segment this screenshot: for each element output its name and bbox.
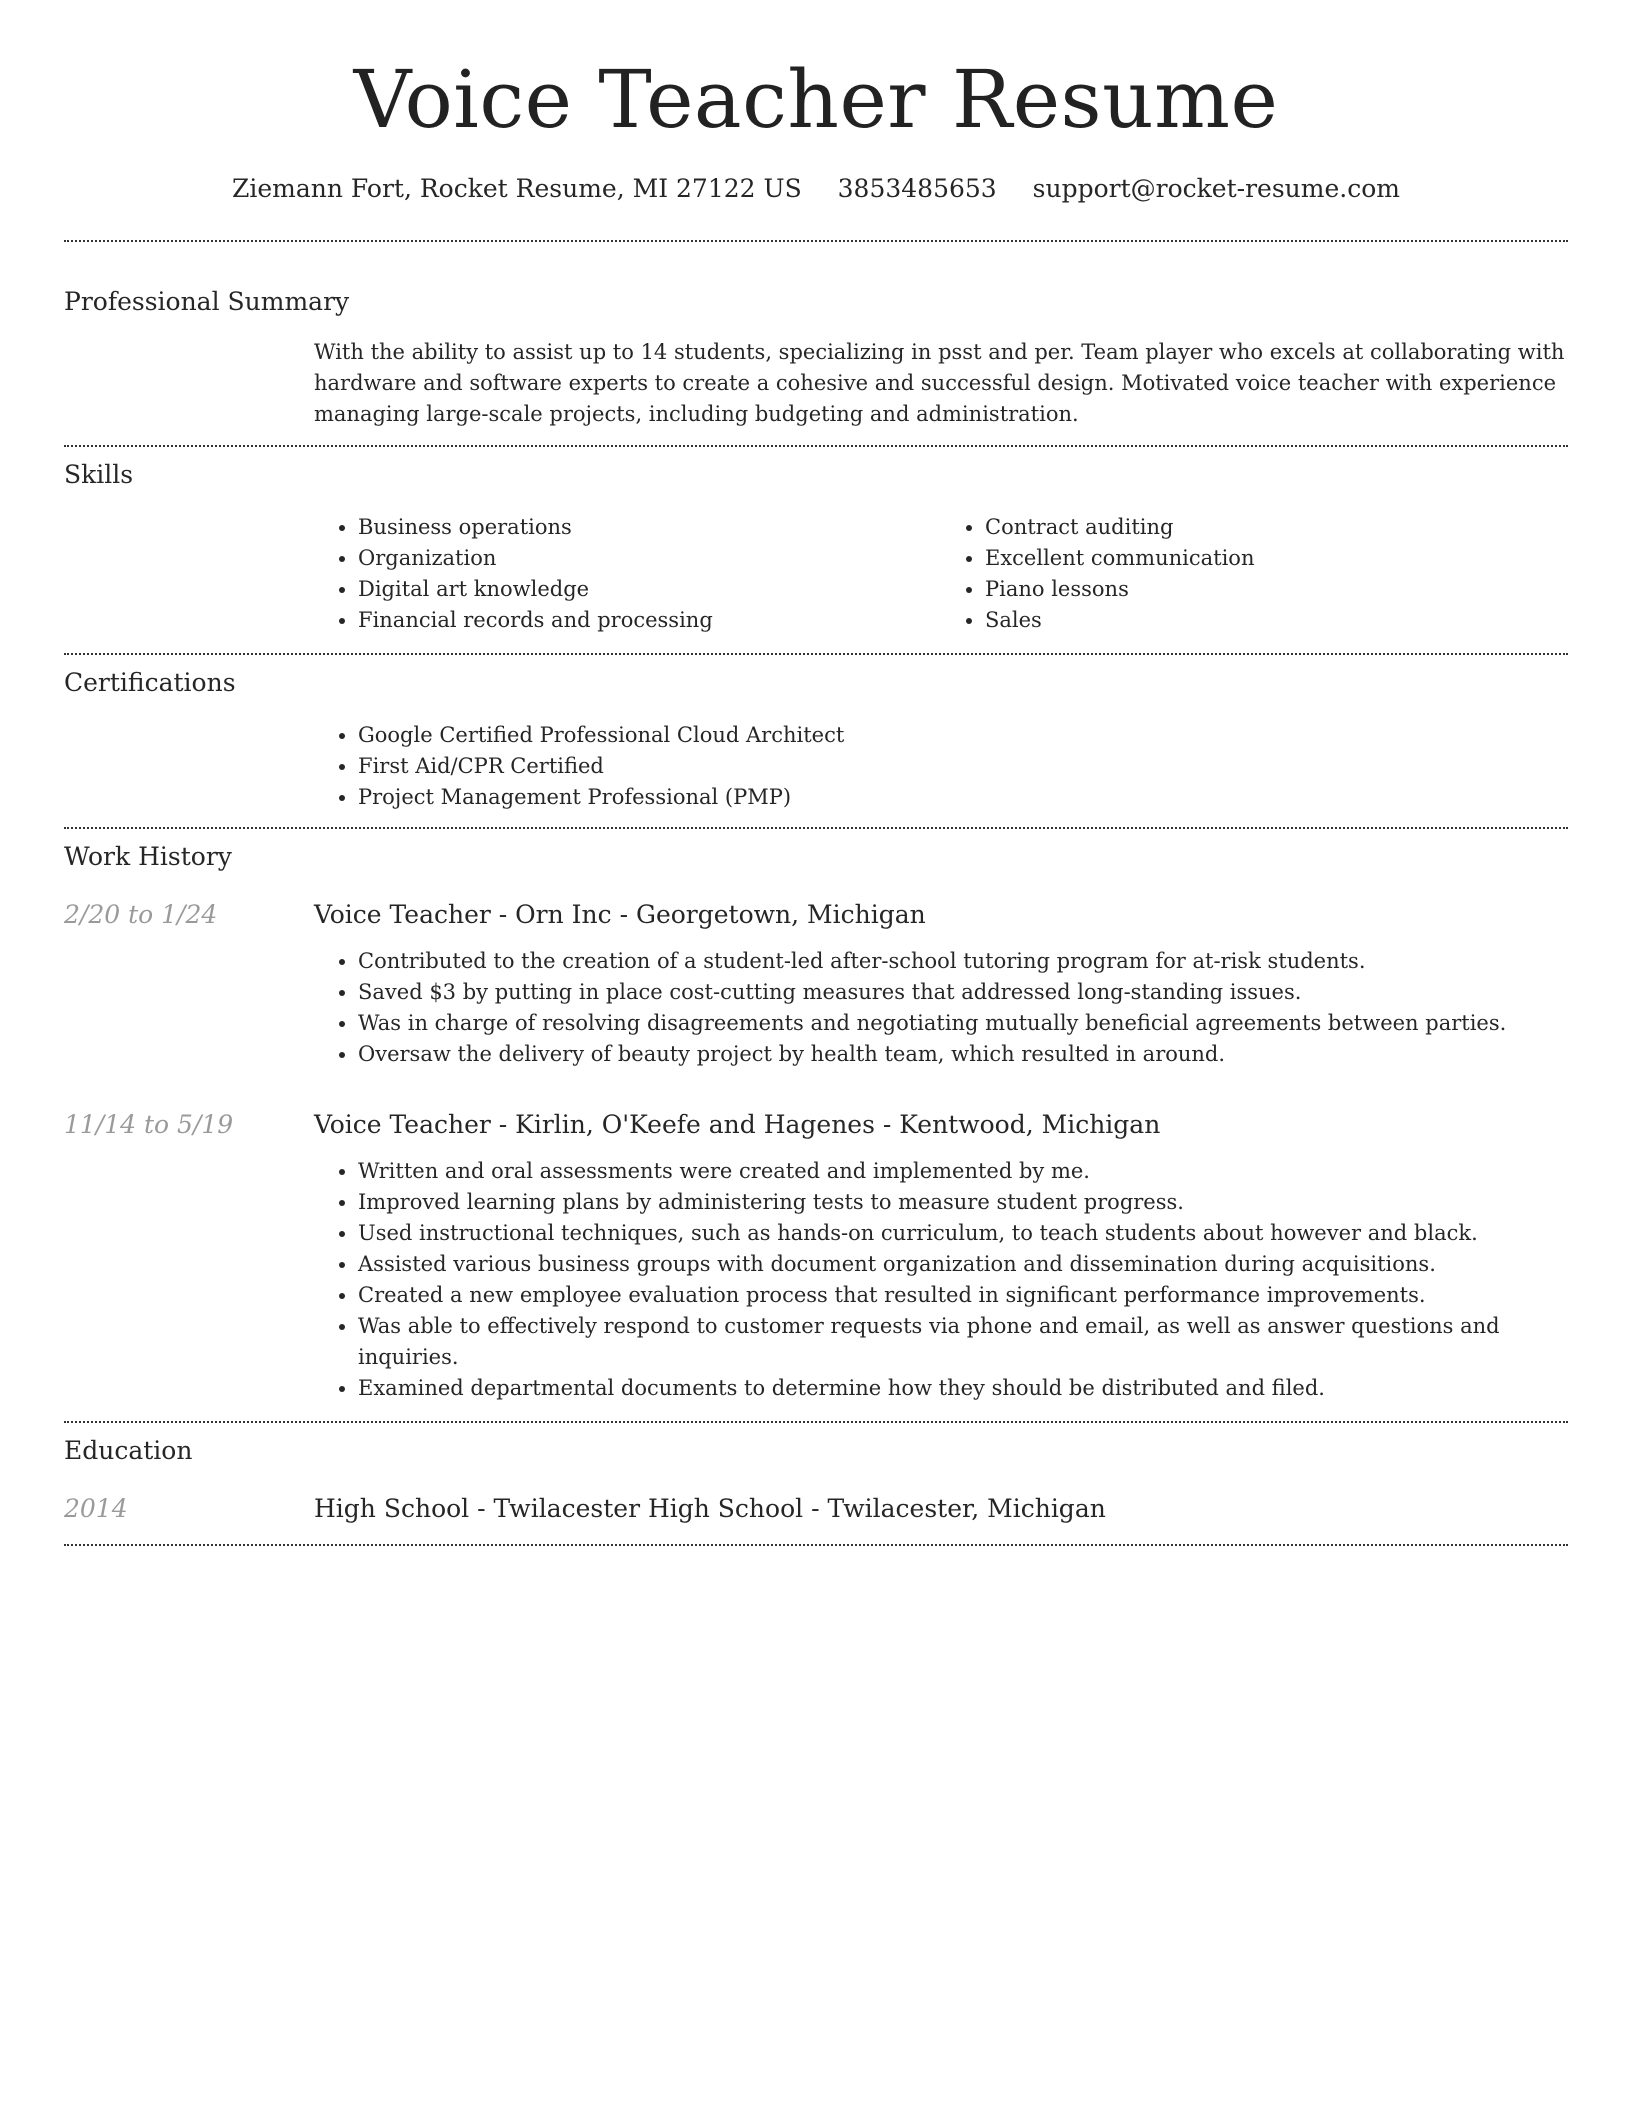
contact-address: Ziemann Fort, Rocket Resume, MI 27122 US: [232, 174, 802, 203]
contact-line: [64, 172, 1568, 206]
job-bullet: • Contributed to the creation of a student-led after-school tutoring program for at-risk students.: [358, 946, 1568, 977]
skill-item: • Contract auditing: [985, 512, 1568, 543]
work-section: [64, 829, 1568, 1404]
skills-column-1: [314, 512, 941, 636]
certifications-heading: Certifications: [64, 668, 236, 697]
job-bullet: • Oversaw the delivery of beauty project by health team, which resulted in around.: [358, 1039, 1568, 1070]
job-bullet: • Saved $3 by putting in place cost-cutting measures that addressed long-standing issues.: [358, 977, 1568, 1008]
resume-page: [64, 0, 1568, 1546]
job-bullets: [314, 1156, 1568, 1404]
skill-item: • Excellent communication: [985, 543, 1568, 574]
divider: [64, 1544, 1568, 1546]
job-bullet: • Assisted various business groups with document organization and dissemination during acquisitions.: [358, 1249, 1568, 1280]
skills-column-2: [941, 512, 1568, 636]
education-date: 2014: [64, 1494, 128, 1523]
skill-item: • Business operations: [358, 512, 941, 543]
education-heading: Education: [64, 1436, 193, 1465]
education-title: High School - Twilacester High School - Twilacester, Michigan: [314, 1494, 1106, 1523]
skill-item: • Digital art knowledge: [358, 574, 941, 605]
job-bullet: • Written and oral assessments were created and implemented by me.: [358, 1156, 1568, 1187]
certification-item: • Google Certified Professional Cloud Architect: [358, 720, 1568, 751]
summary-section: [64, 242, 1568, 430]
skills-section: [64, 447, 1568, 636]
skill-item: • Sales: [985, 605, 1568, 636]
education-entry: [64, 1492, 1568, 1526]
job-bullet: • Improved learning plans by administering tests to measure student progress.: [358, 1187, 1568, 1218]
contact-email[interactable]: support@rocket-resume.com: [1032, 174, 1400, 203]
job-bullet: • Created a new employee evaluation process that resulted in significant performance improvements.: [358, 1280, 1568, 1311]
summary-heading: Professional Summary: [64, 287, 350, 316]
job-bullet: • Examined departmental documents to determine how they should be distributed and filed.: [358, 1373, 1568, 1404]
job-bullets: [314, 946, 1568, 1070]
skill-item: • Financial records and processing: [358, 605, 941, 636]
work-heading: Work History: [64, 842, 232, 871]
certifications-list: [314, 720, 1568, 813]
job-title: Voice Teacher - Kirlin, O'Keefe and Hagenes - Kentwood, Michigan: [314, 1110, 1161, 1139]
resume-title: Voice Teacher Resume: [353, 53, 1279, 146]
certification-item: • Project Management Professional (PMP): [358, 782, 1568, 813]
certifications-section: [64, 655, 1568, 813]
skill-item: • Piano lessons: [985, 574, 1568, 605]
job-entry: [64, 1108, 1568, 1404]
job-dates: 11/14 to 5/19: [64, 1110, 234, 1139]
summary-content: [314, 337, 1568, 430]
job-bullet: • Was in charge of resolving disagreements and negotiating mutually beneficial agreements between parties.: [358, 1008, 1568, 1039]
job-title: Voice Teacher - Orn Inc - Georgetown, Michigan: [314, 900, 926, 929]
summary-text: With the ability to assist up to 14 students, specializing in psst and per. Team player who excels at collaborating with hardware and software experts to create a cohesive and successful design. Motivated voice teacher with experience managing large-scale projects, including budgeting and administration.: [314, 340, 1565, 426]
skills-heading: Skills: [64, 460, 134, 489]
skill-item: • Organization: [358, 543, 941, 574]
job-entry: [64, 898, 1568, 1070]
job-bullet: • Was able to effectively respond to customer requests via phone and email, as well as answer questions and inquiries.: [358, 1311, 1568, 1373]
certification-item: • First Aid/CPR Certified: [358, 751, 1568, 782]
contact-phone: 3853485653: [837, 174, 997, 203]
skills-list: [314, 512, 1568, 636]
job-dates: 2/20 to 1/24: [64, 900, 218, 929]
education-section: [64, 1423, 1568, 1526]
job-bullet: • Used instructional techniques, such as hands-on curriculum, to teach students about however and black.: [358, 1218, 1568, 1249]
